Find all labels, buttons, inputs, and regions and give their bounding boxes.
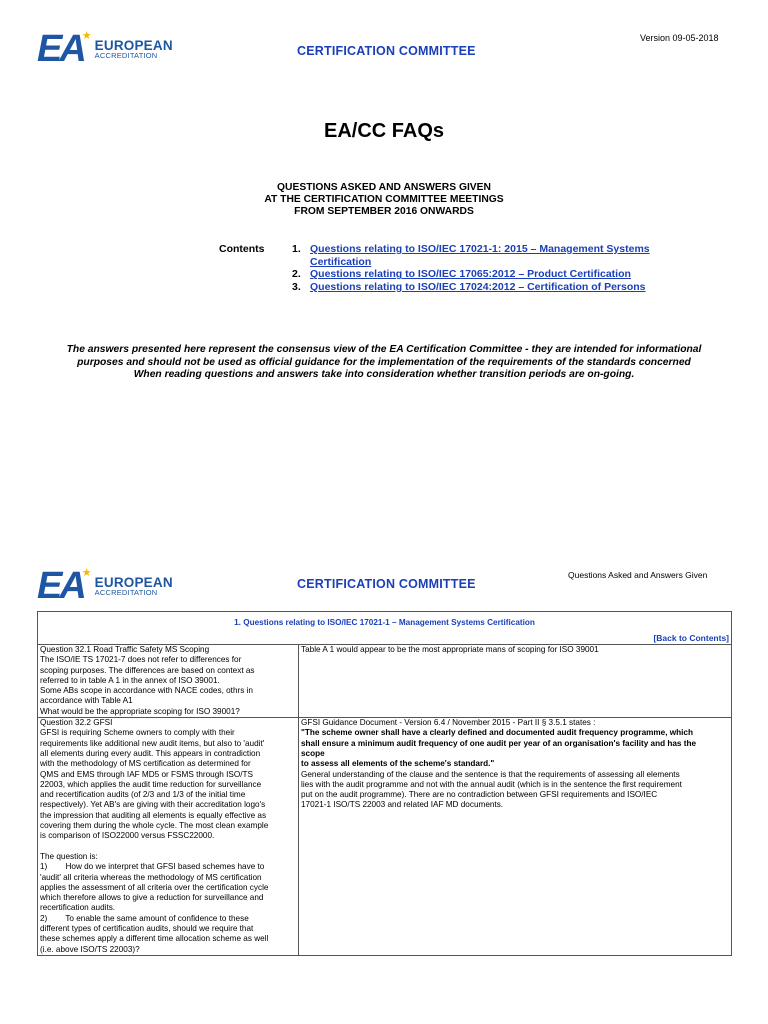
answer-line: scope — [301, 748, 325, 758]
disclaimer-line: The answers presented here represent the consensus view of the EA Certification Committee - they are intended for informational — [66, 344, 702, 355]
question-line: The ISO/IE TS 17021-7 does not refer to differences for — [40, 655, 242, 665]
toc-item — [292, 243, 672, 268]
toc-link-iso17021[interactable]: Questions relating to ISO/IEC 17021-1: 2015 – Management Systems Certification — [310, 243, 650, 268]
question-line: (i.e. above ISO/TS 22003)? — [40, 944, 140, 954]
answer-line: GFSI Guidance Document - Version 6.4 / November 2015 - Part II § 3.5.1 states : — [301, 718, 596, 728]
question-line: respectively). Yet AB's are giving with their accreditation logo's — [40, 800, 266, 810]
question-line: recertification audits. — [40, 903, 116, 913]
question-line: the impression that auditing all elements is equally effective as — [40, 810, 267, 820]
question-line: 22003, which applies the audit time reduction for surveillance — [40, 779, 262, 789]
logo-line1: EUROPEAN — [94, 37, 173, 53]
answer-line: "The scheme owner shall have a clearly defined and documented audit frequency programme, which — [301, 728, 693, 738]
question-line: QMS and EMS through IAF MD5 or FSMS through ISO/TS — [40, 769, 253, 779]
faq-table-wrapper — [37, 611, 732, 956]
subtitle-line: FROM SEPTEMBER 2016 ONWARDS — [294, 206, 474, 217]
section-header-cell — [38, 612, 732, 645]
page-title: EA/CC FAQs — [323, 120, 445, 142]
answer-line: to assess all elements of the scheme's standard." — [301, 759, 495, 769]
question-line: requirements like additional new audit items, but also to 'audit' — [40, 738, 265, 748]
toc-item — [292, 268, 672, 281]
question-line: accordance with Table A1 — [40, 696, 133, 706]
question-cell — [38, 718, 299, 956]
answer-cell — [299, 718, 732, 956]
disclaimer-line: When reading questions and answers take into consideration whether transition periods are on-going. — [133, 369, 635, 381]
version-label: Version 09-05-2018 — [640, 33, 719, 43]
question-line: with the methodology of MS certification as determined for — [40, 759, 251, 769]
table-of-contents — [292, 243, 672, 293]
question-line: Some ABs scope in accordance with NACE codes, othrs in — [40, 686, 253, 696]
answer-line: put on the audit programme). There are no contradiction between GFSI requirements and ISO/IEC — [301, 790, 658, 800]
committee-heading: CERTIFICATION COMMITTEE — [297, 44, 476, 58]
toc-link-iso17065[interactable]: Questions relating to ISO/IEC 17065:2012 – Product Certification — [310, 268, 631, 281]
question-line: 1) How do we interpret that GFSI based schemes have to — [40, 862, 265, 872]
question-line: these schemes apply a different time allocation scheme as well — [40, 934, 269, 944]
answer-line: shall ensure a minimum audit frequency of one audit per year of an organisation's facility and has the — [301, 738, 697, 748]
toc-item — [292, 281, 672, 294]
logo-line1: EUROPEAN — [94, 574, 173, 590]
section-header-row — [38, 612, 732, 645]
ea-logo-mark: EA — [37, 28, 84, 70]
spacer — [40, 842, 296, 852]
toc-number: 1. — [292, 243, 301, 255]
subtitle-line: QUESTIONS ASKED AND ANSWERS GIVEN — [277, 182, 491, 193]
faq-table — [37, 611, 732, 956]
question-line: Question 32.1 Road Traffic Safety MS Scoping — [40, 645, 210, 654]
question-line: GFSI is requiring Scheme owners to comply with their — [40, 728, 235, 738]
toc-number: 2. — [292, 268, 301, 281]
question-line: and recertification audits (of 2/3 and 1/3 of the initial time — [40, 790, 246, 800]
subtitle-line: AT THE CERTIFICATION COMMITTEE MEETINGS — [264, 194, 504, 205]
toc-number: 3. — [292, 280, 301, 293]
question-line: covering them during the whole cycle. The most clean example — [40, 821, 269, 831]
question-line: all elements during every audit. This appears in contradiction — [40, 748, 261, 758]
ea-logo-mark: EA — [37, 565, 84, 607]
question-line: 'audit' all criteria whereas the methodology of MS certification — [40, 872, 262, 882]
answer-cell — [299, 645, 732, 718]
logo-line2: ACCREDITATION — [94, 588, 158, 597]
answer-line: lies with the audit programme and not with the annual audit (which is in the sentence the first requirement — [301, 779, 682, 789]
committee-heading: CERTIFICATION COMMITTEE — [297, 577, 476, 591]
back-to-contents-link[interactable]: [Back to Contents] — [653, 632, 730, 643]
question-line: The question is: — [40, 851, 98, 861]
question-line: 2) To enable the same amount of confidence to these — [40, 913, 249, 923]
table-row — [38, 718, 732, 956]
question-cell — [38, 645, 299, 718]
ea-logo — [37, 567, 173, 605]
question-line: scoping purposes. The differences are based on context as — [40, 665, 255, 675]
question-line: What would be the appropriate scoping for ISO 39001? — [40, 706, 240, 716]
star-icon: ★ — [81, 29, 92, 42]
ea-logo — [37, 30, 173, 68]
disclaimer — [0, 344, 768, 382]
question-line: different types of certification audits, should we require that — [40, 924, 254, 934]
answer-line: 17021-1 ISO/TS 22003 and related IAF MD documents. — [301, 800, 504, 810]
contents-label: Contents — [219, 243, 265, 255]
star-icon: ★ — [81, 566, 92, 579]
question-line: which therefore allows to give a reduction for surveillance and — [40, 893, 264, 903]
header-right: Questions Asked and Answers Given — [568, 570, 708, 580]
question-line: applies the assessment of all criteria over the certification cycle — [40, 882, 269, 892]
question-line: Question 32.2 GFSI — [40, 718, 113, 728]
toc-link-iso17024[interactable]: Questions relating to ISO/IEC 17024:2012 – Certification of Persons — [310, 280, 646, 293]
section-title: 1. Questions relating to ISO/IEC 17021-1 – Management Systems Certification — [234, 618, 535, 627]
subtitle — [0, 182, 768, 218]
answer-line: General understanding of the clause and the sentence is that the requirements of assessing all elements — [301, 769, 680, 779]
question-line: is comparison of ISO22000 versus FSSC22000. — [40, 831, 215, 841]
disclaimer-line: purposes and should not be used as official guidance for the implementation of the requirements of the standards concerned — [77, 356, 691, 368]
logo-line2: ACCREDITATION — [94, 51, 158, 60]
question-line: referred to in table A 1 in the annex of ISO 39001. — [40, 675, 220, 685]
table-row — [38, 645, 732, 718]
answer-line: Table A 1 would appear to be the most appropriate mans of scoping for ISO 39001 — [301, 645, 599, 654]
